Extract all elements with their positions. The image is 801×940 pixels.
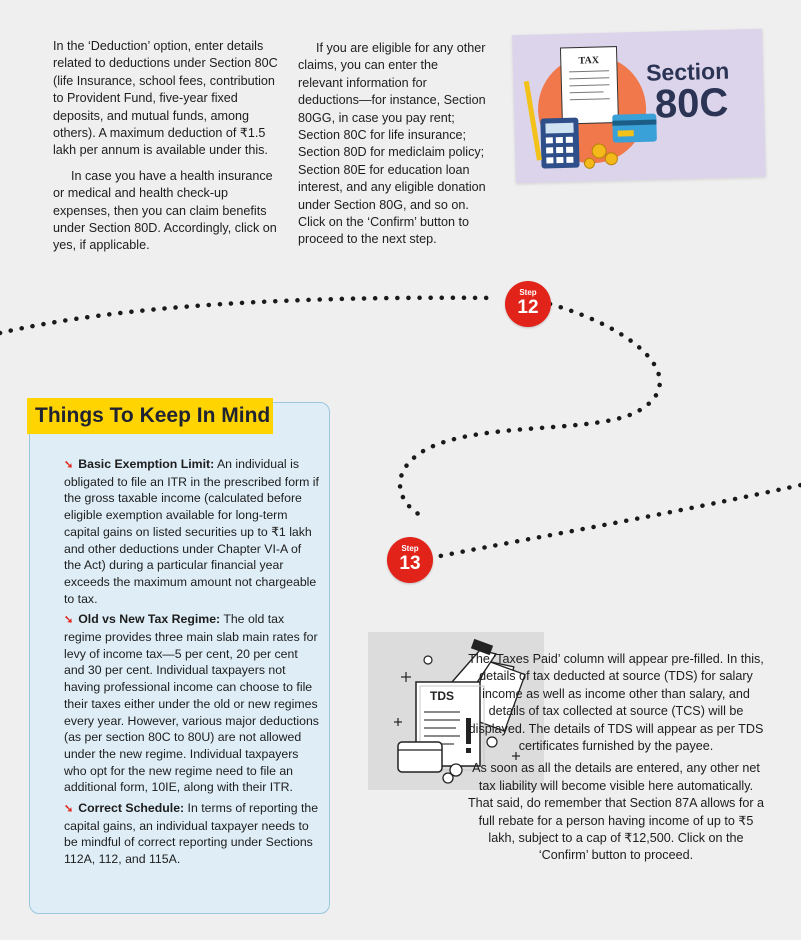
list-item [64, 800, 320, 868]
step-13-number: 13 [399, 553, 421, 574]
right-paragraph-1: The ‘Taxes Paid’ column will appear pre-filled. In this, details of tax deducted at source (TDS) for salary income as well as income other than salary, and details of tax collected at source (TCS) will be displayed. The details of TDS will appear as per TDS certificates furnished by the payee. [468, 652, 764, 754]
tax-document-icon [560, 47, 618, 124]
left-paragraph-2: In case you have a health insurance or medical and health check-up expenses, then you can claim benefits under Section 80D. Accordingly, click on yes, if applicable. [53, 168, 277, 253]
keep-in-mind-title: Things To Keep In Mind [27, 398, 273, 434]
middle-text-column [298, 40, 486, 249]
step-13-badge [387, 537, 433, 583]
item-heading: Correct Schedule: [78, 801, 185, 816]
pencil-icon [524, 81, 542, 161]
section-number: 80C [654, 80, 729, 127]
item-heading: Old vs New Tax Regime: [78, 612, 221, 627]
arrow-bullet-icon: ➘ [64, 803, 74, 816]
arrow-bullet-icon: ➘ [64, 614, 74, 627]
list-item [64, 611, 320, 796]
right-text-column [466, 651, 766, 865]
section-80c-heading [646, 59, 768, 125]
step-12-badge [505, 281, 551, 327]
left-text-column [53, 38, 281, 255]
step-13-label: Step [401, 544, 419, 553]
item-text: The old tax regime provides three main slab main rates for levy of income tax—5 per cent, 20 per cent and 30 per cent. Individual taxpayers not having professional income can choose to file their taxes either under the old or new regimes every year. However, various major deductions (as per section 80C to 80U) are not allowed under the new regime. Individual taxpayers who opt for the new regime need to file an additional form, 10IE, along with their ITR. [64, 612, 319, 795]
calculator-icon [540, 118, 579, 169]
arrow-bullet-icon: ➘ [64, 459, 74, 471]
step-12-number: 12 [517, 297, 539, 318]
left-paragraph-1: In the ‘Deduction’ option, enter details related to deductions under Section 80C (life Insurance, school fees, contribution to Provident Fund, five-year fixed deposits, and mutual funds, among others). A maximum deduction of ₹1.5 lakh per annum is available under this. [53, 39, 278, 158]
list-item [64, 456, 320, 607]
step-12-label: Step [519, 288, 537, 297]
section-80c-illustration [512, 29, 766, 183]
wallet-icon [398, 742, 442, 772]
tax-doc-label: TAX [578, 55, 600, 67]
section-word: Section [645, 57, 730, 86]
tds-doc-label: TDS [430, 689, 454, 703]
item-text: An individual is obligated to file an ITR in the prescribed form if the gross taxable income (calculated before eligible exemption available for long-term capital gains on listed securities up to ₹1 lakh and other deductions under Chapter VI-A of the Act) during a particular financial year exceeds the maximum amount not chargeable to tax. [64, 457, 319, 606]
right-paragraph-2: As soon as all the details are entered, any other net tax liability will become visible here automatically. That said, do remember that Section 87A allows for a full rebate for a person having income of up to ₹5 lakh, subject to a cap of ₹12,500. Click on the ‘Confirm’ button to proceed. [467, 761, 765, 863]
keep-in-mind-list [64, 456, 320, 872]
middle-paragraph-1: If you are eligible for any other claims, you can enter the relevant information for deductions—for instance, Section 80GG, in case you pay rent; Section 80C for life insurance; Section 80D for mediclaim policy; Section 80E for education loan interest, and any eligible donation under Section 80G, and so on. Click on the ‘Confirm’ button to proceed to the next step. [298, 41, 486, 247]
item-text: In terms of reporting the capital gains, an individual taxpayer needs to be mindful of correct reporting under Sections 112A, 112, and 115A. [64, 801, 319, 867]
item-heading: Basic Exemption Limit: [78, 457, 215, 471]
